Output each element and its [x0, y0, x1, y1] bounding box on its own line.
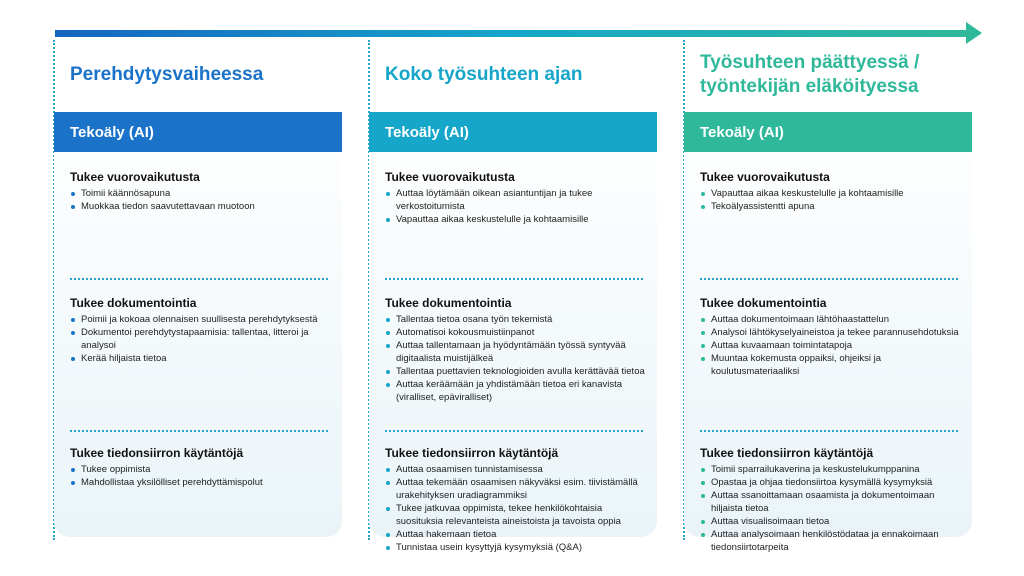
list-item: Auttaa osaamisen tunnistamisessa — [385, 463, 645, 476]
list-item: Auttaa ssanoittamaan osaamista ja dokumentoimaan hiljaista tietoa — [700, 489, 960, 515]
bullet-list — [70, 313, 330, 365]
list-item: Muuntaa kokemusta oppaiksi, ohjeiksi ja koulutusmateriaaliksi — [700, 352, 960, 378]
section-title: Tukee dokumentointia — [70, 296, 197, 310]
bullet-list — [700, 463, 960, 554]
section-divider — [700, 278, 958, 280]
list-item: Auttaa hakemaan tietoa — [385, 528, 645, 541]
section-title: Tukee dokumentointia — [385, 296, 512, 310]
list-item: Tukee oppimista — [70, 463, 330, 476]
section-title: Tukee vuorovaikutusta — [70, 170, 200, 184]
section-interaction — [70, 170, 330, 213]
bullet-list — [70, 463, 330, 489]
section-documentation — [700, 296, 960, 378]
list-item: Auttaa analysoimaan henkilöstödataa ja ennakoimaan tiedonsiirtotarpeita — [700, 528, 960, 554]
list-item: Vapauttaa aikaa keskustelulle ja kohtaamisille — [385, 213, 645, 226]
bullet-list — [700, 313, 960, 378]
phase-title: Perehdytysvaiheessa — [70, 64, 264, 85]
list-item: Auttaa tekemään osaamisen näkyväksi esim. tiivistämällä urakehityksen uradiagrammiksi — [385, 476, 645, 502]
section-divider — [385, 278, 643, 280]
phase-column-retirement — [684, 40, 972, 553]
bullet-list — [700, 187, 960, 213]
section-divider — [700, 430, 958, 432]
list-item: Tallentaa puettavien teknologioiden avulla kerättävää tietoa — [385, 365, 645, 378]
section-title: Tukee tiedonsiirron käytäntöjä — [70, 446, 244, 460]
phase-title: Työsuhteen päättyessä / työntekijän eläköityessa — [700, 52, 920, 97]
section-documentation — [385, 296, 645, 404]
list-item: Opastaa ja ohjaa tiedonsiirtoa kysymällä kysymyksiä — [700, 476, 960, 489]
list-item: Auttaa kuvaamaan toimintatapoja — [700, 339, 960, 352]
list-item: Vapauttaa aikaa keskustelulle ja kohtaamisille — [700, 187, 960, 200]
list-item: Automatisoi kokousmuistiinpanot — [385, 326, 645, 339]
bullet-list — [385, 313, 645, 404]
phase-title: Koko työsuhteen ajan — [385, 64, 583, 85]
list-item: Toimii sparrailukaverina ja keskustelukumppanina — [700, 463, 960, 476]
phase-column-employment — [369, 40, 657, 553]
phase-card — [369, 112, 657, 553]
section-documentation — [70, 296, 330, 365]
section-title: Tukee vuorovaikutusta — [385, 170, 515, 184]
list-item: Poimii ja kokoaa olennaisen suullisesta perehdytyksestä — [70, 313, 330, 326]
list-item: Analysoi lähtökyselyaineistoa ja tekee parannusehdotuksia — [700, 326, 960, 339]
list-item: Auttaa tallentamaan ja hyödyntämään työssä syntyvää digitaalista muistijälkeä — [385, 339, 645, 365]
list-item: Tukee jatkuvaa oppimista, tekee henkilökohtaisia suosituksia relevanteista aineistoista ja tavoista oppia — [385, 502, 645, 528]
list-item: Mahdollistaa yksilölliset perehdyttämispolut — [70, 476, 330, 489]
section-interaction — [700, 170, 960, 213]
list-item: Auttaa keräämään ja yhdistämään tietoa eri kanavista (viralliset, epäviralliset) — [385, 378, 645, 404]
timeline-arrow-line — [55, 30, 967, 37]
list-item: Auttaa visualisoimaan tietoa — [700, 515, 960, 528]
list-item: Auttaa dokumentoimaan lähtöhaastattelun — [700, 313, 960, 326]
ai-header: Tekoäly (AI) — [369, 112, 657, 152]
section-divider — [70, 430, 328, 432]
section-title: Tukee vuorovaikutusta — [700, 170, 830, 184]
bullet-list — [385, 463, 645, 554]
list-item: Tallentaa tietoa osana työn tekemistä — [385, 313, 645, 326]
bullet-list — [70, 187, 330, 213]
ai-header: Tekoäly (AI) — [54, 112, 342, 152]
list-item: Auttaa löytämään oikean asiantuntijan ja tukee verkostoitumista — [385, 187, 645, 213]
ai-header: Tekoäly (AI) — [684, 112, 972, 152]
list-item: Kerää hiljaista tietoa — [70, 352, 330, 365]
list-item: Tunnistaa usein kysyttyjä kysymyksiä (Q&A) — [385, 541, 645, 554]
phase-card — [684, 112, 972, 553]
section-knowledge-transfer — [385, 446, 645, 554]
section-knowledge-transfer — [700, 446, 960, 554]
section-knowledge-transfer — [70, 446, 330, 489]
list-item: Tekoälyassistentti apuna — [700, 200, 960, 213]
phase-card — [54, 112, 342, 537]
list-item: Dokumentoi perehdytystapaamisia: tallentaa, litteroi ja analysoi — [70, 326, 330, 352]
section-divider — [70, 278, 328, 280]
section-interaction — [385, 170, 645, 226]
list-item: Toimii käännösapuna — [70, 187, 330, 200]
section-divider — [385, 430, 643, 432]
list-item: Muokkaa tiedon saavutettavaan muotoon — [70, 200, 330, 213]
phase-column-onboarding — [54, 40, 342, 540]
section-title: Tukee tiedonsiirron käytäntöjä — [700, 446, 874, 460]
section-title: Tukee dokumentointia — [700, 296, 827, 310]
bullet-list — [385, 187, 645, 226]
section-title: Tukee tiedonsiirron käytäntöjä — [385, 446, 559, 460]
